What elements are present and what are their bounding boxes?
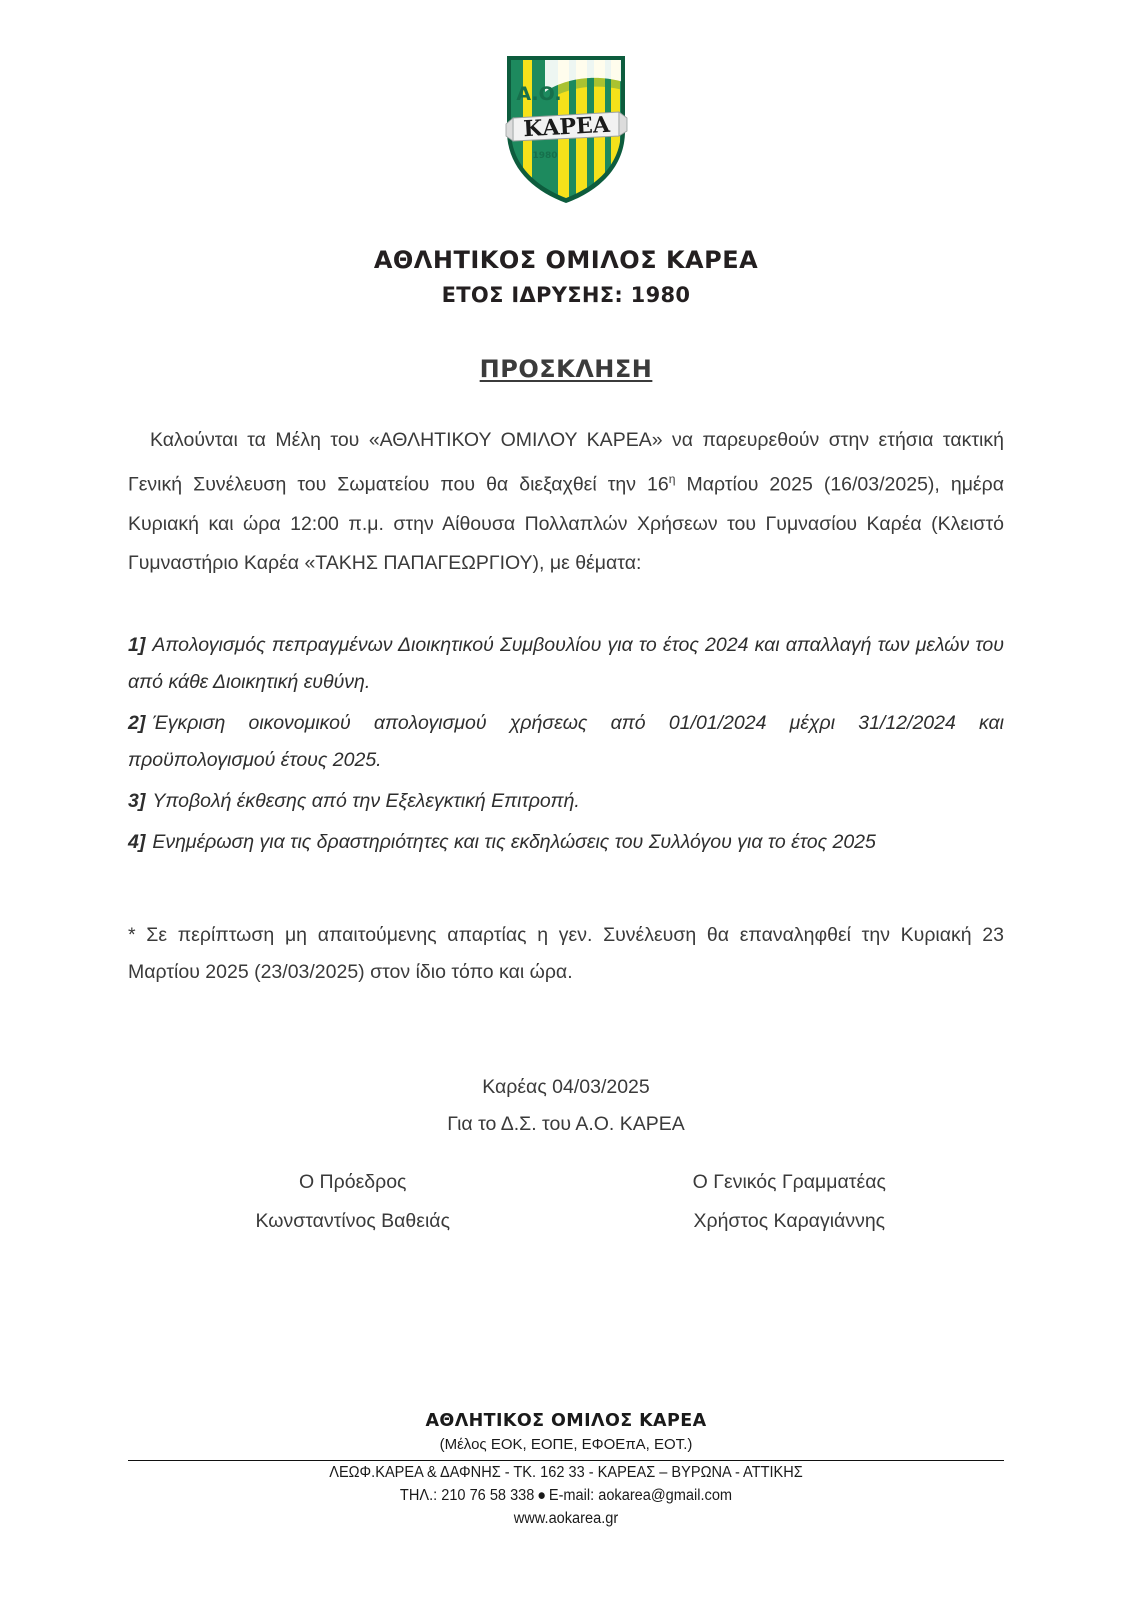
footer-memberships: (Μέλος ΕΟΚ, ΕΟΠΕ, ΕΦΟΕπΑ, ΕΟΤ.)	[439, 1436, 693, 1453]
signature-row	[128, 1163, 1004, 1241]
agenda-item-number: 1]	[128, 633, 146, 656]
agenda-list	[128, 627, 1004, 861]
page-footer	[0, 1411, 1132, 1530]
agenda-item-text: Ενημέρωση για τις δραστηριότητες και τις εκδηλώσεις του Συλλόγου για το έτος 2025	[152, 830, 876, 853]
logo-container	[0, 0, 1132, 204]
agenda-item-number: 3]	[128, 789, 146, 812]
svg-text:A.O.: A.O.	[516, 83, 562, 105]
signature-block	[128, 1069, 1004, 1241]
intro-text-part1: Καλούνται τα Μέλη του «ΑΘΛΗΤΙΚΟΥ ΟΜΙΛΟΥ ΚΑΡΕΑ» να παρευρεθούν στην ετήσια τακτική Γενική Συνέλευση του Σωματείου που θα διεξαχθεί την 16	[128, 429, 1004, 496]
secretary-title: Ο Γενικός Γραμματέας	[692, 1170, 886, 1193]
president-title: Ο Πρόεδρος	[298, 1170, 407, 1193]
footer-address: ΛΕΩΦ.ΚΑΡΕΑ & ΔΑΦΝΗΣ - ΤΚ. 162 33 - ΚΑΡΕΑΣ – ΒΥΡΩΝΑ - ΑΤΤΙΚΗΣ	[329, 1464, 803, 1481]
footer-website[interactable]: www.aokarea.gr	[513, 1510, 619, 1527]
secretary-name: Χρήστος Καραγιάννης	[693, 1209, 886, 1232]
president-name: Κωνσταντίνος Βαθειάς	[255, 1209, 450, 1232]
svg-text:1980: 1980	[532, 151, 558, 161]
footer-club-name: ΑΘΛΗΤΙΚΟΣ ΟΜΙΛΟΣ ΚΑΡΕΑ	[425, 1411, 707, 1431]
document-title: ΠΡΟΣΚΛΗΣΗ	[479, 355, 653, 383]
agenda-item-text: Απολογισμός πεπραγμένων Διοικητικού Συμβουλίου για το έτος 2024 και απαλλαγή των μελών του από κάθε Διοικητική ευθύνη.	[128, 633, 1004, 693]
agenda-item-text: Έγκριση οικονομικού απολογισμού χρήσεως από 01/01/2024 μέχρι 31/12/2024 και προϋπολογισμού έτους 2025.	[128, 711, 1004, 771]
document-content	[128, 421, 1004, 1241]
agenda-item-text: Υποβολή έκθεσης από την Εξελεγκτική Επιτροπή.	[152, 789, 580, 812]
quorum-note: * Σε περίπτωση μη απαιτούμενης απαρτίας η γεν. Συνέλευση θα επαναληφθεί την Κυριακή 23 Μαρτίου 2025 (23/03/2025) στον ίδιο τόπο και ώρα.	[128, 923, 1004, 983]
footer-email: E-mail: aokarea@gmail.com	[548, 1487, 733, 1504]
svg-text:ΚΑΡΕΑ: ΚΑΡΕΑ	[522, 111, 611, 143]
agenda-item	[128, 783, 1004, 820]
bullet-separator-icon: ●	[537, 1487, 547, 1504]
president-signature	[160, 1163, 545, 1241]
footer-phone: ΤΗΛ.: 210 76 58 338	[399, 1487, 535, 1504]
club-crest-icon	[501, 52, 631, 204]
intro-text-part2: Μαρτίου 2025 (16/03/2025), ημέρα Κυριακή και ώρα 12:00 π.μ. στην Αίθουσα Πολλαπλών Χρήσεων του Γυμνασίου Καρέα (Κλειστό Γυμναστήριο Καρέα «ΤΑΚΗΣ ΠΑΠΑΓΕΩΡΓΙΟΥ), με θέματα:	[128, 473, 1004, 574]
agenda-item	[128, 627, 1004, 701]
agenda-item-number: 4]	[128, 830, 146, 853]
place-date: Καρέας 04/03/2025	[482, 1075, 650, 1098]
agenda-item	[128, 824, 1004, 861]
founded-year-heading: ΕΤΟΣ ΙΔΡΥΣΗΣ: 1980	[441, 283, 691, 307]
intro-paragraph	[128, 421, 1004, 583]
agenda-item-number: 2]	[128, 711, 146, 734]
agenda-item	[128, 705, 1004, 779]
ordinal-superscript: η	[668, 472, 676, 486]
secretary-signature	[597, 1163, 982, 1241]
club-name-heading: ΑΘΛΗΤΙΚΟΣ ΟΜΙΛΟΣ ΚΑΡΕΑ	[373, 246, 759, 274]
on-behalf-of: Για το Δ.Σ. του Α.Ο. ΚΑΡΕΑ	[447, 1112, 685, 1135]
footer-contact	[34, 1484, 1098, 1507]
